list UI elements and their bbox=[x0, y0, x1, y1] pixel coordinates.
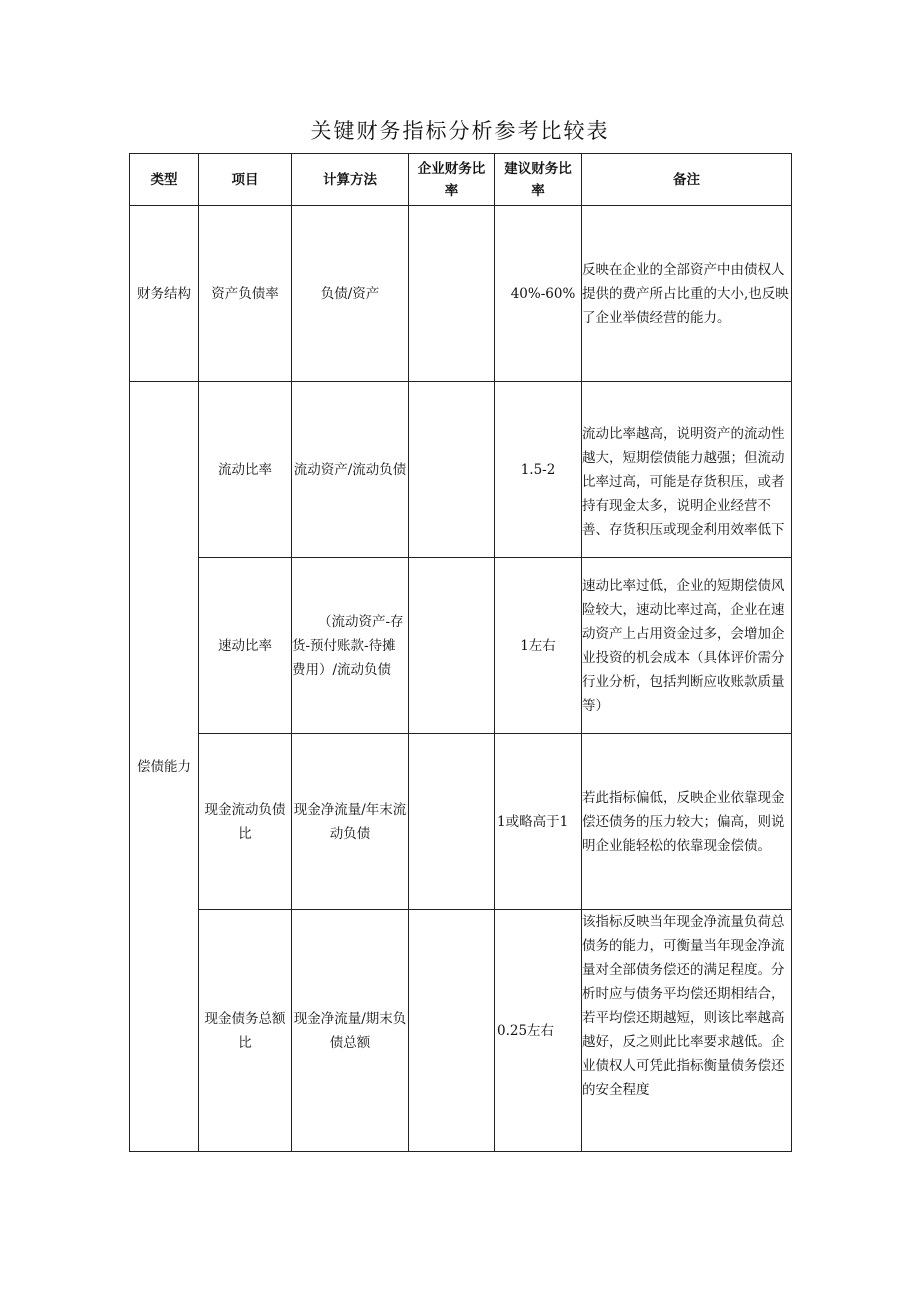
item-cell: 速动比率 bbox=[199, 558, 292, 734]
method-cell bbox=[292, 558, 409, 734]
header-type: 类型 bbox=[130, 154, 199, 206]
suggested-ratio-cell: 0.25左右 bbox=[495, 910, 582, 1152]
notes-cell: 若此指标偏低，反映企业依靠现金偿还债务的压力较大；偏高，则说明企业能轻松的依靠现金偿债。 bbox=[582, 734, 792, 910]
notes-cell: 反映在企业的全部资产中由债权人提供的费产所占比重的大小,也反映了企业举债经营的能力。 bbox=[582, 206, 792, 382]
item-cell: 流动比率 bbox=[199, 382, 292, 558]
suggested-ratio-cell: 1.5-2 bbox=[495, 382, 582, 558]
page-title: 关键财务指标分析参考比较表 bbox=[310, 119, 610, 143]
notes-cell: 该指标反映当年现金净流量负荷总债务的能力，可衡量当年现金净流量对全部债务偿还的满足程度。分析时应与债务平均偿还期相结合，若平均偿还期越短，则该比率越高越好，反之则此比率要求越低。企业债权人可凭此指标衡量债务偿还的安全程度 bbox=[582, 910, 792, 1152]
table-row bbox=[130, 206, 792, 382]
table-row bbox=[130, 910, 792, 1152]
type-cell: 偿债能力 bbox=[130, 382, 199, 1152]
item-cell: 现金流动负债比 bbox=[199, 734, 292, 910]
company-ratio-cell bbox=[409, 206, 495, 382]
notes-cell: 速动比率过低，企业的短期偿债风险较大，速动比率过高，企业在速动资产上占用资金过多，会增加企业投资的机会成本（具体评价需分行业分析，包括判断应收账款质量等） bbox=[582, 558, 792, 734]
table-row bbox=[130, 558, 792, 734]
item-cell: 现金债务总额比 bbox=[199, 910, 292, 1152]
suggested-ratio-cell: 1或略高于1 bbox=[495, 734, 582, 910]
table-row bbox=[130, 734, 792, 910]
company-ratio-cell bbox=[409, 558, 495, 734]
notes-cell: 流动比率越高，说明资产的流动性越大，短期偿债能力越强；但流动比率过高，可能是存货积压，或者持有现金太多，说明企业经营不善、存货积压或现金利用效率低下 bbox=[582, 382, 792, 558]
method-cell: 负债/资产 bbox=[292, 206, 409, 382]
company-ratio-cell bbox=[409, 734, 495, 910]
type-cell: 财务结构 bbox=[130, 206, 199, 382]
header-item: 项目 bbox=[199, 154, 292, 206]
suggested-ratio-cell: 40%-60% bbox=[495, 206, 582, 382]
method-cell: 现金净流量/年末流动负债 bbox=[292, 734, 409, 910]
header-method: 计算方法 bbox=[292, 154, 409, 206]
suggested-ratio-cell: 1左右 bbox=[495, 558, 582, 734]
method-text: （流动资产-存货-预付账款-待摊费用）/流动负债 bbox=[292, 613, 404, 678]
company-ratio-cell bbox=[409, 382, 495, 558]
header-notes: 备注 bbox=[582, 154, 792, 206]
method-cell: 流动资产/流动负债 bbox=[292, 382, 409, 558]
financial-ratio-table bbox=[129, 153, 792, 1152]
item-cell: 资产负债率 bbox=[199, 206, 292, 382]
table-header-row bbox=[130, 154, 792, 206]
table-row bbox=[130, 382, 792, 558]
header-company-ratio: 企业财务比率 bbox=[409, 154, 495, 206]
company-ratio-cell bbox=[409, 910, 495, 1152]
method-cell: 现金净流量/期末负债总额 bbox=[292, 910, 409, 1152]
header-suggested-ratio: 建议财务比率 bbox=[495, 154, 582, 206]
